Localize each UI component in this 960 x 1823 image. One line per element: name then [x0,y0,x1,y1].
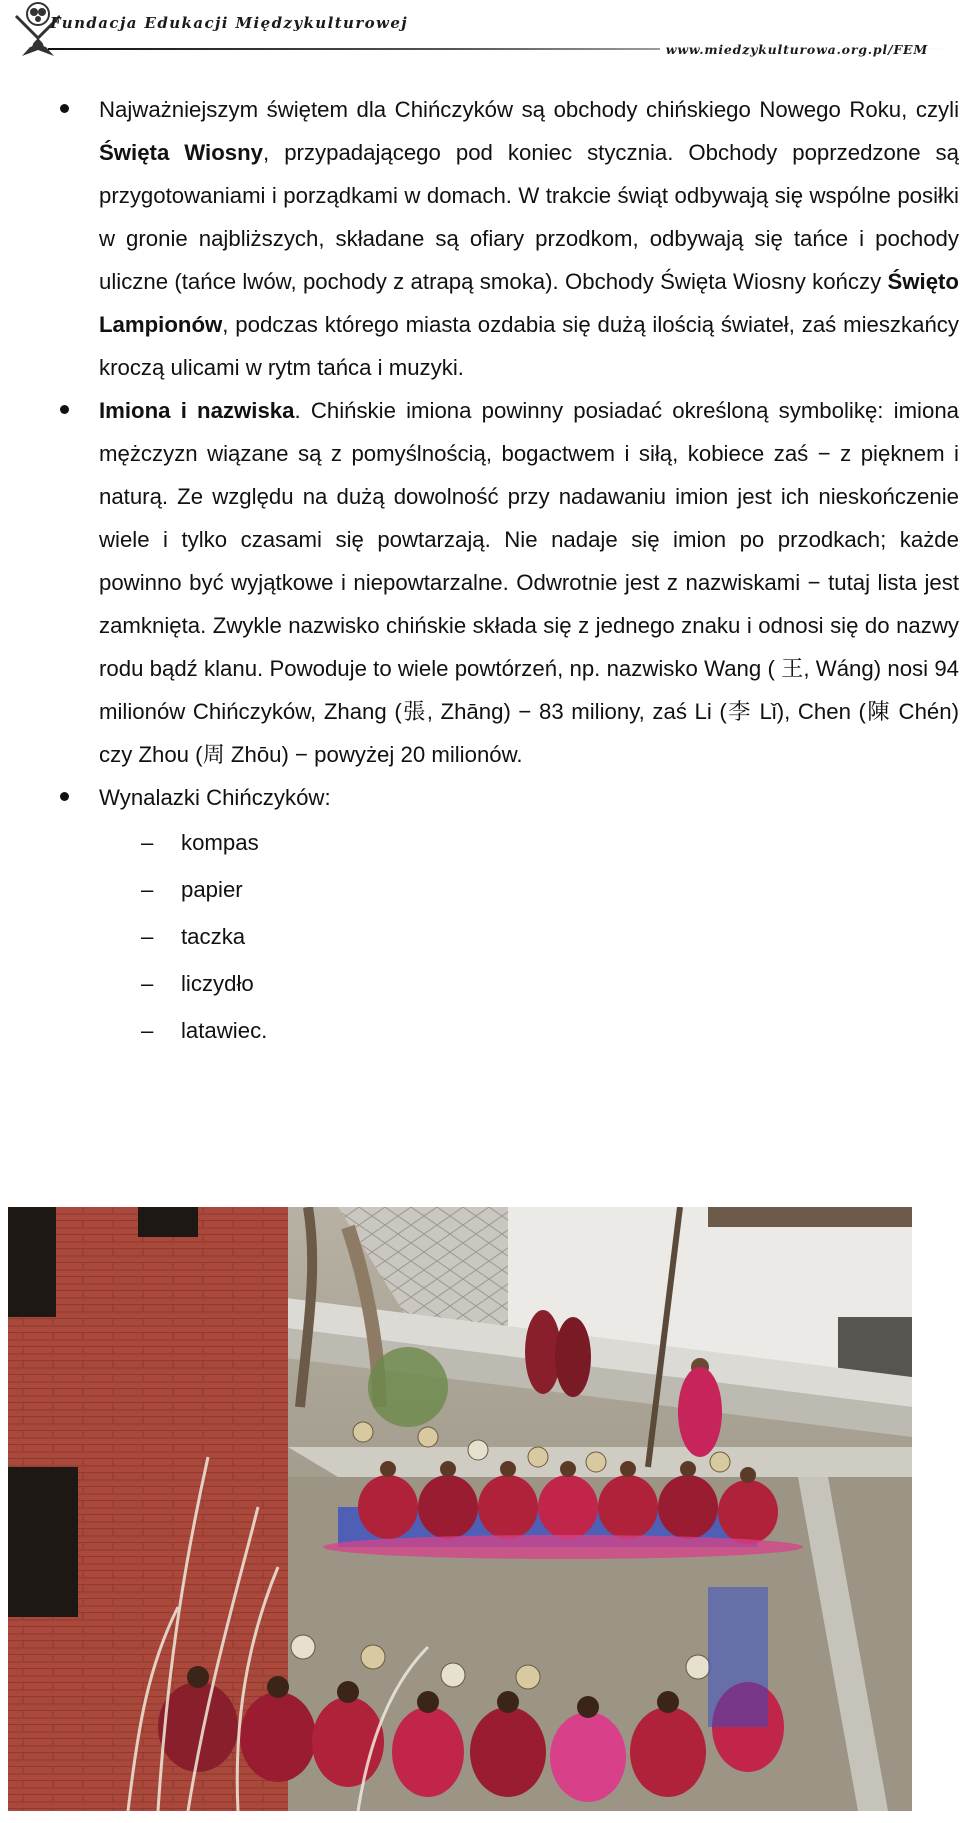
text-segment: . Chińskie imiona powinny posiadać określoną symbolikę: imiona mężczyzn wiązane są z pomyślnością, bogactwem i siłą, kobiece zaś − z pięknem i naturą. Ze względu na dużą dowolność przy nadawaniu imion jest ich nieskończenie wiele i tylko czasami się powtarzają. Nie nadaje się imion po przodkach; każde powinno być wyjątkowe i niepowtarzalne. Odwrotnie jest z nazwiskami − tutaj lista jest zamknięta. Zwykle nazwisko chińskie składa się z jednego znaku i odnosi się do nazwy rodu bądź klanu. Powoduje to wiele powtórzeń, np. nazwisko Wang ( 王, Wáng) nosi 94 milionów Chińczyków, Zhang (張, Zhāng) − 83 miliony, zaś Li (李 Lǐ), Chen (陳 Chén) czy Zhou (周 Zhōu) − powyżej 20 milionów. [99,398,959,767]
bold-term-lantern-festival: Święto Lampionów [99,269,959,337]
document-body [0,88,960,1054]
bold-term-names: Imiona i nazwiska [99,398,295,423]
page-header [0,0,960,66]
text-segment: , podczas którego miasta ozdabia się dużą ilością świateł, zaś mieszkańcy kroczą ulicami w rytm tańca i muzyki. [99,312,959,380]
inventions-list [0,819,960,1054]
invention-label: taczka [181,924,246,949]
list-item [0,819,960,866]
text-segment: Najważniejszym świętem dla Chińczyków są obchody chińskiego Nowego Roku, czyli [99,97,959,122]
paragraph-inventions [99,776,959,819]
bold-term-spring-festival: Święta Wiosny [99,140,264,165]
organization-name: Fundacja Edukacji Międzykulturowej [50,14,409,32]
invention-label: liczydło [181,971,254,996]
text-segment: , przypadającego pod koniec stycznia. Obchody poprzedzone są przygotowaniami i porządkami w domach. W trakcie świąt odbywają się wspólne posiłki w gronie najbliższych, składane są ofiary przodkom, odbywają się tańce i pochody uliczne (tańce lwów, pochody z atrapą smoka). Obchody Święta Wiosny kończy [99,140,959,294]
invention-label: papier [181,877,243,902]
bullet-dot-icon [60,104,69,113]
bullet-inventions [0,776,960,819]
photo-illustration [8,1207,912,1811]
dash-icon: – [141,971,154,996]
bullet-dot-icon [60,405,69,414]
website-address: www.miedzykulturowa.org.pl/FEM [660,42,928,57]
bullet-dot-icon [60,792,69,801]
list-item [0,866,960,913]
bullet-names [0,389,960,776]
paragraph-names [99,389,959,776]
bullet-spring-festival [0,88,960,389]
invention-label: latawiec. [181,1018,268,1043]
dash-icon: – [141,830,154,855]
list-item [0,913,960,960]
list-item [0,1007,960,1054]
list-item [0,960,960,1007]
dash-icon: – [141,924,154,949]
paragraph-spring-festival [99,88,959,389]
invention-label: kompas [181,830,259,855]
photo-monks-courtyard [8,1207,912,1811]
text-segment: Wynalazki Chińczyków: [99,785,331,810]
dash-icon: – [141,877,154,902]
dash-icon: – [141,1018,154,1043]
